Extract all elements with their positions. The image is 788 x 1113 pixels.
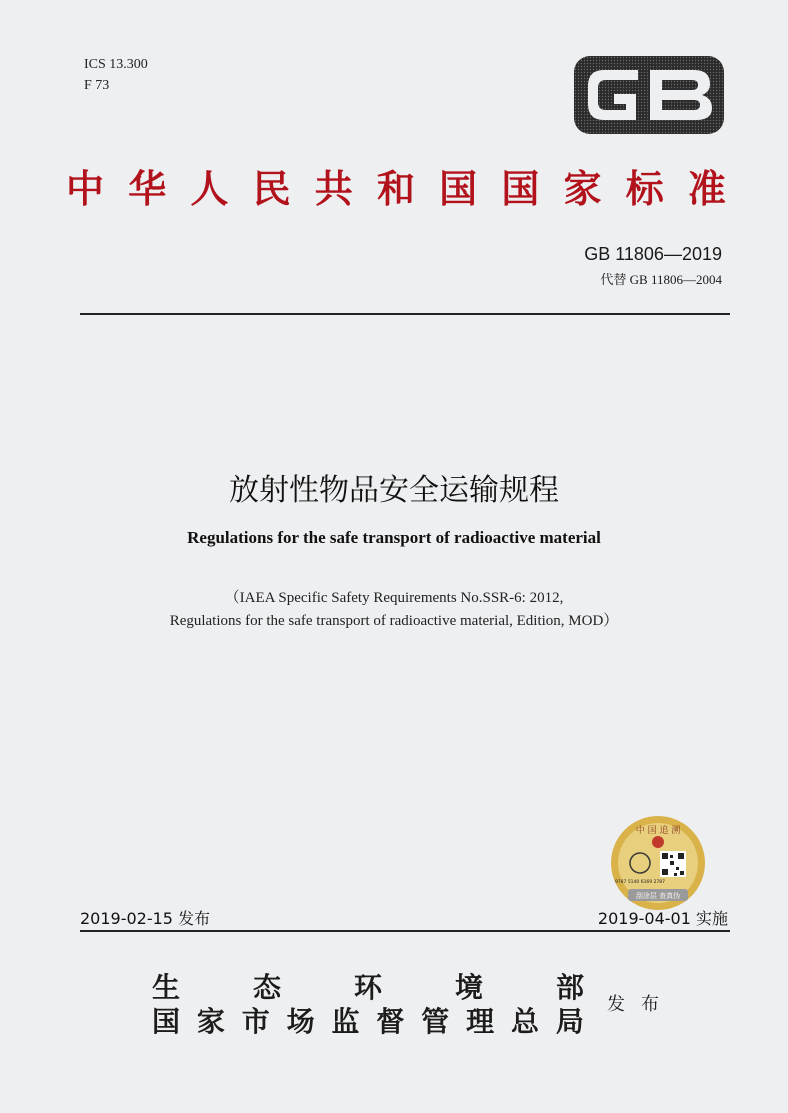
national-standard-char: 中 [66, 166, 105, 211]
issuer-char: 总 [511, 1005, 540, 1038]
issuer-char: 国 [152, 1005, 181, 1038]
implementation-date: 2019-04-01 实施 [597, 909, 728, 928]
top-divider [80, 313, 730, 315]
issuer-char: 态 [252, 971, 281, 1004]
classification-codes [84, 54, 148, 96]
issuer-administration [152, 1000, 584, 1040]
issuer-char: 部 [555, 971, 584, 1004]
title-chinese: 放射性物品安全运输规程 [229, 473, 559, 508]
issuer-char: 境 [454, 971, 483, 1004]
national-standard-char: 家 [563, 166, 602, 211]
national-standard-char: 国 [501, 166, 540, 211]
issuer-char: 监 [331, 1005, 360, 1038]
bottom-divider [80, 930, 730, 932]
national-standard-char: 准 [687, 166, 726, 211]
national-standard-char: 标 [625, 166, 664, 211]
issuer-char: 理 [466, 1005, 495, 1038]
issuer-char: 督 [376, 1005, 405, 1038]
ccs-code: F 73 [84, 78, 110, 93]
title-english: Regulations for the safe transport of radioactive material [187, 528, 601, 547]
issuer-char: 环 [353, 971, 382, 1004]
issuer-char: 局 [555, 1005, 584, 1038]
issuer-char: 市 [241, 1005, 270, 1038]
basis-line-1: （IAEA Specific Safety Requirements No.SSR-6: 2012, [224, 590, 564, 606]
issue-date: 2019-02-15 发布 [80, 909, 211, 928]
gb-logo-icon [574, 56, 724, 134]
issuer-char: 场 [286, 1005, 315, 1038]
ics-code: ICS 13.300 [84, 57, 148, 72]
national-standard-char: 国 [439, 166, 478, 211]
national-standard-char: 人 [190, 166, 229, 211]
national-standard-char: 和 [376, 166, 415, 211]
seal-top-text: 中 国 追 溯 [635, 826, 681, 836]
issuer-char: 家 [196, 1005, 225, 1038]
national-standard-char: 华 [128, 166, 167, 211]
issuer-char: 管 [421, 1005, 450, 1038]
standard-number: GB 11806—2019 [584, 244, 722, 264]
issued-label: 发布 [607, 994, 675, 1015]
seal-code-text: 9787 5140 6169 2787 [614, 880, 666, 885]
national-standard-heading [66, 158, 726, 213]
basis-line-2: Regulations for the safe transport of radioactive material, Edition, MOD） [169, 613, 619, 629]
issuer-char: 生 [152, 971, 181, 1004]
national-standard-char: 民 [252, 166, 291, 211]
seal-bottom-text: 刮涂层 查真伪 [635, 892, 681, 900]
replaces-standard: 代替 GB 11806—2004 [600, 272, 722, 287]
national-standard-char: 共 [314, 166, 353, 211]
anti-counterfeit-seal-icon [610, 815, 706, 911]
